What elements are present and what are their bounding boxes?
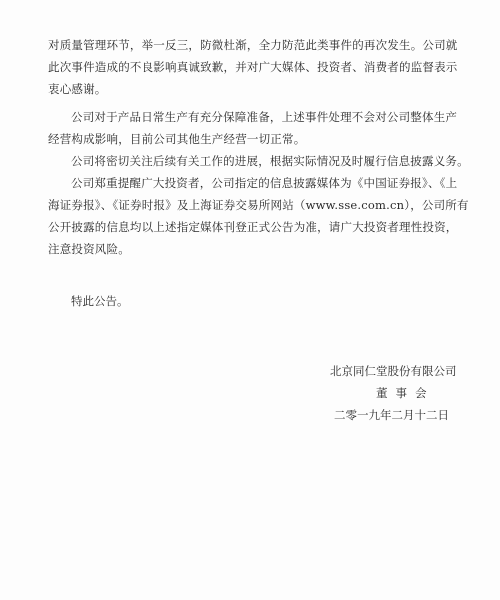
paragraph-1-line-2: 此次事件造成的不良影响真诚致歉，并对广大媒体、投资者、消费者的监督表示 (48, 60, 458, 74)
signature-block (330, 360, 470, 426)
closing-statement: 特此公告。 (71, 294, 129, 308)
announcement-body (48, 34, 469, 260)
paragraph-2 (48, 106, 458, 150)
paragraph-4 (48, 172, 469, 260)
paragraph-3 (48, 150, 469, 172)
signature-company: 北京同仁堂股份有限公司 (330, 364, 457, 378)
paragraph-2-line-1: 公司对于产品日常生产有充分保障准备，上述事件处理不会对公司整体生产 (71, 110, 458, 124)
paragraph-2-line-2: 经营构成影响，目前公司其他生产经营一切正常。 (48, 132, 306, 146)
paragraph-1-line-3: 衷心感谢。 (48, 82, 107, 96)
paragraph-4-line-2: 海证券报》、《证券时报》及上海证券交易所网站（www.sse.com.cn），公司所有 (48, 198, 469, 212)
paragraph-4-line-1: 公司郑重提醒广大投资者，公司指定的信息披露媒体为《中国证券报》、《上 (71, 176, 458, 190)
paragraph-1 (48, 34, 458, 100)
paragraph-4-line-4: 注意投资风险。 (48, 242, 130, 256)
signature-board: 董事会 (376, 386, 435, 400)
paragraph-3-line-1: 公司将密切关注后续有关工作的进展，根据实际情况及时履行信息披露义务。 (71, 154, 469, 168)
paragraph-4-line-3: 公开披露的信息均以上述指定媒体刊登正式公告为准，请广大投资者理性投资， (48, 220, 458, 234)
paragraph-1-line-1: 对质量管理环节，举一反三，防微杜渐，全力防范此类事件的再次发生。公司就 (48, 38, 458, 52)
signature-date: 二零一九年二月十二日 (334, 408, 449, 422)
